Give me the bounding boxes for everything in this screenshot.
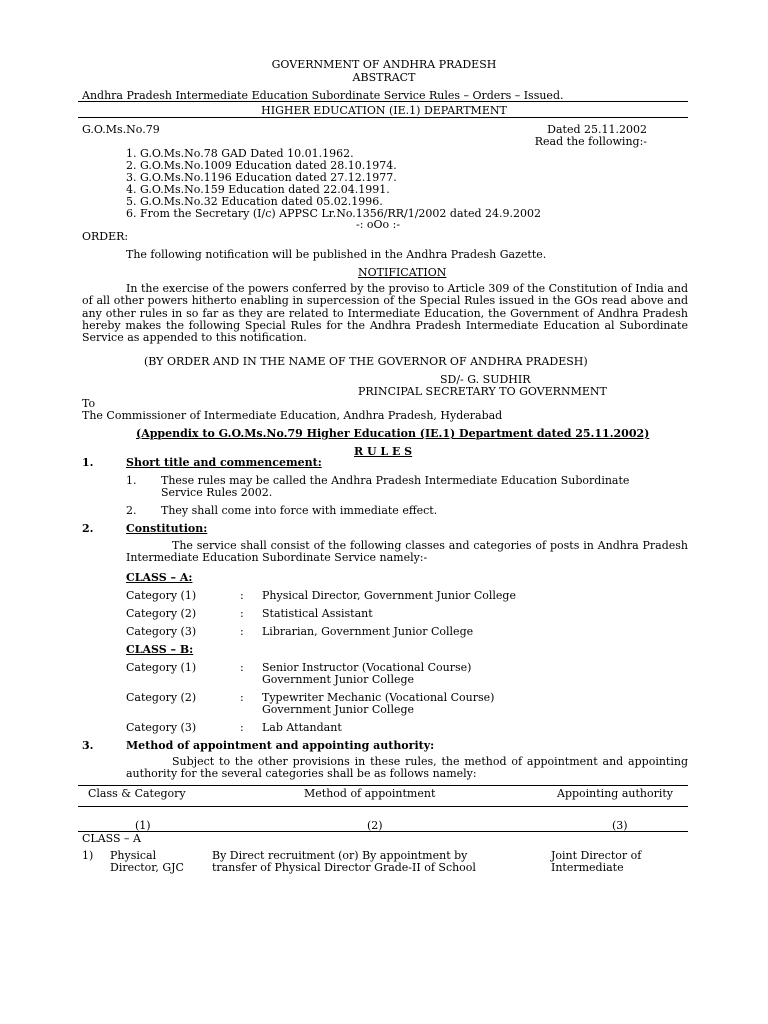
table-rule-mid — [78, 806, 688, 807]
department-title: HIGHER EDUCATION (IE.1) DEPARTMENT — [261, 104, 507, 117]
reference-item: 2. G.O.Ms.No.1009 Education dated 28.10.1974. — [126, 159, 397, 172]
separator: -: oOo :- — [356, 218, 401, 231]
notification-title: NOTIFICATION — [358, 266, 447, 279]
secretary-title: PRINCIPAL SECRETARY TO GOVERNMENT — [358, 385, 607, 398]
category-colon: : — [240, 589, 244, 602]
table-rule-bottom — [78, 831, 688, 832]
item-text: Service Rules 2002. — [161, 486, 273, 499]
go-date: Dated 25.11.2002 — [547, 123, 647, 136]
section-intro: The service shall consist of the following classes and categories of posts in Andhra Pradesh Intermediate Education Subordinate Service namely:- — [126, 539, 688, 565]
order-label: ORDER: — [82, 230, 129, 243]
category-post: Librarian, Government Junior College — [262, 625, 474, 638]
reference-item: 3. G.O.Ms.No.1196 Education dated 27.12.1977. — [126, 171, 397, 184]
category-colon: : — [240, 721, 244, 734]
category-colon: : — [240, 691, 244, 704]
category-post: Physical Director, Government Junior College — [262, 589, 516, 602]
class-a-heading: CLASS – A: — [126, 571, 193, 584]
header-rule-top — [78, 101, 688, 102]
table-col-number: (1) — [135, 819, 151, 832]
reference-item: 6. From the Secretary (I/c) APPSC Lr.No.1356/RR/1/2002 dated 24.9.2002 — [126, 207, 541, 220]
order-text: The following notification will be published in the Andhra Pradesh Gazette. — [126, 248, 547, 261]
section-intro: Subject to the other provisions in these rules, the method of appointment and appointing authority for the several categories shall be as follows namely: — [126, 755, 688, 781]
signature: SD/- G. SUDHIR — [440, 373, 531, 386]
reference-item: 4. G.O.Ms.No.159 Education dated 22.04.1991. — [126, 183, 390, 196]
category-colon: : — [240, 625, 244, 638]
reference-item: 1. G.O.Ms.No.78 GAD Dated 10.01.1962. — [126, 147, 354, 160]
table-class-label: CLASS – A — [82, 832, 141, 845]
header-rule-bottom — [78, 117, 688, 118]
table-cell-authority: Joint Director of — [551, 849, 642, 862]
abstract-label: ABSTRACT — [352, 71, 416, 84]
item-text: These rules may be called the Andhra Pradesh Intermediate Education Subordinate — [161, 474, 630, 487]
appendix-title: (Appendix to G.O.Ms.No.79 Higher Education (IE.1) Department dated 25.11.2002) — [136, 427, 650, 440]
table-cell-category: Physical — [110, 849, 157, 862]
table-col-number: (2) — [367, 819, 383, 832]
go-number: G.O.Ms.No.79 — [82, 123, 160, 136]
table-header: Method of appointment — [304, 787, 436, 800]
category-post-line2: Government Junior College — [262, 703, 415, 716]
category-label: Category (2) — [126, 607, 197, 620]
table-header: Appointing authority — [557, 787, 673, 800]
category-label: Category (1) — [126, 661, 197, 674]
section-title: Constitution: — [126, 522, 208, 535]
section-number: 2. — [82, 522, 94, 535]
table-cell-authority: Intermediate — [551, 861, 624, 874]
table-cell-method: transfer of Physical Director Grade-II of School — [212, 861, 476, 874]
notification-text: In the exercise of the powers conferred by the proviso to Article 309 of the Constitution of India and of all other powers hitherto enabling in supercession of the Special Rules issued in the GOs read above and any other rules in so far as they are related to Intermediate Education, the Government of Andhra Pradesh hereby makes the following Special Rules for the Andhra Pradesh Intermediate Education al Subordinate Service as appended to this notification. — [82, 282, 688, 345]
class-b-heading: CLASS – B: — [126, 643, 194, 656]
table-row-number: 1) — [82, 849, 94, 862]
category-label: Category (1) — [126, 589, 197, 602]
section-number: 1. — [82, 456, 94, 469]
governor-line: (BY ORDER AND IN THE NAME OF THE GOVERNOR OF ANDHRA PRADESH) — [144, 355, 588, 368]
item-number: 2. — [126, 504, 137, 517]
category-colon: : — [240, 661, 244, 674]
subject-line: Andhra Pradesh Intermediate Education Subordinate Service Rules – Orders – Issued. — [82, 89, 564, 102]
category-post: Senior Instructor (Vocational Course) — [262, 661, 472, 674]
section-title: Method of appointment and appointing authority: — [126, 739, 435, 752]
item-text: They shall come into force with immediate effect. — [161, 504, 438, 517]
category-post-line2: Government Junior College — [262, 673, 415, 686]
read-following: Read the following:- — [534, 135, 647, 148]
rules-title: R U L E S — [354, 445, 413, 458]
category-label: Category (2) — [126, 691, 197, 704]
section-number: 3. — [82, 739, 94, 752]
reference-item: 5. G.O.Ms.No.32 Education dated 05.02.1996. — [126, 195, 383, 208]
category-post: Statistical Assistant — [262, 607, 373, 620]
recipient: The Commissioner of Intermediate Education, Andhra Pradesh, Hyderabad — [82, 409, 503, 422]
table-col-number: (3) — [612, 819, 628, 832]
category-post: Lab Attandant — [262, 721, 342, 734]
government-title: GOVERNMENT OF ANDHRA PRADESH — [271, 58, 497, 71]
section-title: Short title and commencement: — [126, 456, 322, 469]
to-label: To — [82, 397, 96, 410]
table-header: Class & Category — [88, 787, 186, 800]
category-colon: : — [240, 607, 244, 620]
table-cell-category: Director, GJC — [110, 861, 184, 874]
table-cell-method: By Direct recruitment (or) By appointment by — [212, 849, 468, 862]
category-label: Category (3) — [126, 625, 197, 638]
table-rule-top — [78, 785, 688, 786]
category-post: Typewriter Mechanic (Vocational Course) — [262, 691, 495, 704]
category-label: Category (3) — [126, 721, 197, 734]
item-number: 1. — [126, 474, 137, 487]
